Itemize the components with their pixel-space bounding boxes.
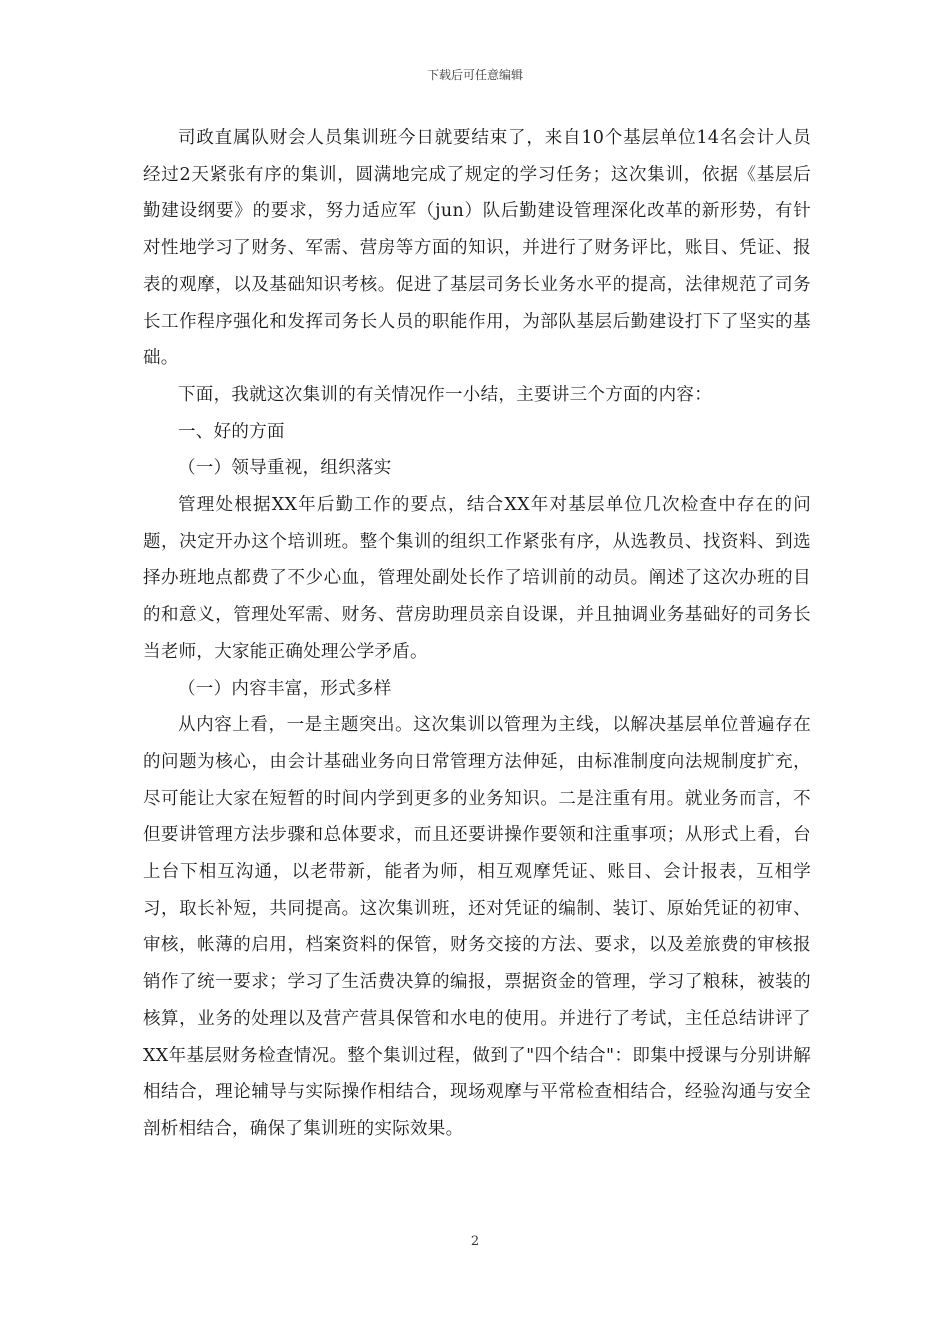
paragraph-leadership: 管理处根据XX年后勤工作的要点，结合XX年对基层单位几次检查中存在的问题，决定开办这个培训班。整个集训的组织工作紧张有序，从选教员、找资料、到选择办班地点都费了不少心血，管理处副处长作了培训前的动员。阐述了这次办班的目的和意义，管理处军需、财务、营房助理员亲自设课，并且抽调业务基础好的司务长当老师，大家能正确处理公学矛盾。: [143, 495, 811, 662]
page-header: 下载后可任意编辑: [426, 68, 523, 82]
document-body: [143, 120, 811, 1148]
subsection-heading-content: （一）内容丰富，形式多样: [178, 678, 392, 699]
page-number: 2: [470, 1234, 480, 1249]
section-heading-good-aspects: 一、好的方面: [178, 421, 285, 442]
paragraph-overview: 下面，我就这次集训的有关情况作一小结，主要讲三个方面的内容：: [178, 384, 712, 405]
paragraph-content: 从内容上看，一是主题突出。这次集训以管理为主线，以解决基层单位普遍存在的问题为核心，由会计基础业务向日常管理方法伸延，由标准制度向法规制度扩充，尽可能让大家在短暂的时间内学到更多的业务知识。二是注重有用。就业务而言，不但要讲管理方法步骤和总体要求，而且还要讲操作要领和注重事项；从形式上看，台上台下相互沟通，以老带新，能者为师，相互观摩凭证、账目、会计报表，互相学习，取长补短，共同提高。这次集训班，还对凭证的编制、装订、原始凭证的初审、审核，帐薄的启用，档案资料的保管，财务交接的方法、要求，以及差旅费的审核报销作了统一要求；学习了生活费决算的编报，票据资金的管理，学习了粮秣，被装的核算，业务的处理以及营产营具保管和水电的使用。并进行了考试，主任总结讲评了XX年基层财务检查情况。整个集训过程，做到了"四个结合"：即集中授课与分别讲解相结合，理论辅导与实际操作相结合，现场观摩与平常检查相结合，经验沟通与安全剖析相结合，确保了集训班的实际效果。: [143, 715, 811, 1139]
paragraph-intro: 司政直属队财会人员集训班今日就要结束了，来自10个基层单位14名会计人员经过2天紧张有序的集训，圆满地完成了规定的学习任务；这次集训，依据《基层后勤建设纲要》的要求，努力适应军（jun）队后勤建设管理深化改革的新形势，有针对性地学习了财务、军需、营房等方面的知识，并进行了财务评比，账目、凭证、报表的观摩，以及基础知识考核。促进了基层司务长业务水平的提高，法律规范了司务长工作程序强化和发挥司务长人员的职能作用，为部队基层后勤建设打下了坚实的基础。: [143, 128, 811, 369]
subsection-heading-leadership: （一）领导重视，组织落实: [178, 458, 392, 479]
